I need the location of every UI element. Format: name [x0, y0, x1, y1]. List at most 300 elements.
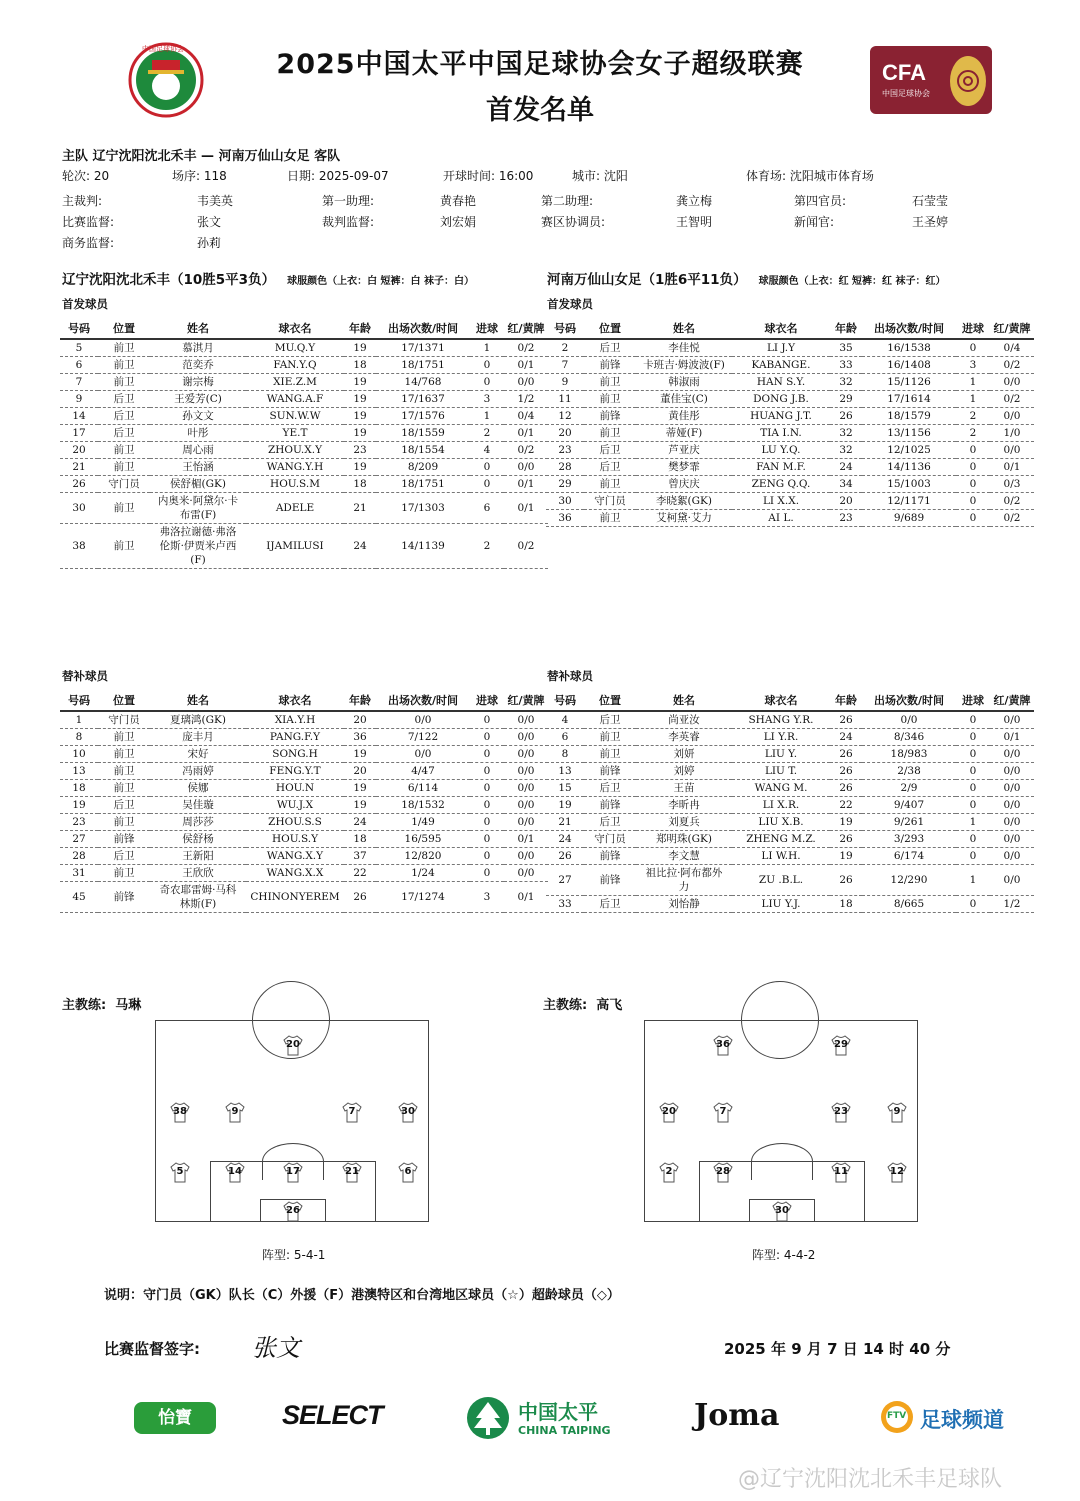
official-name: 黄春艳: [440, 194, 477, 208]
shirt-number: 9: [231, 1106, 239, 1117]
official-name: 石莹莹: [912, 194, 949, 208]
player-number: 33: [546, 896, 584, 913]
player-appearances: 6/174: [862, 848, 956, 865]
player-position: 前卫: [98, 459, 150, 476]
player-shirt-icon: [830, 1034, 852, 1056]
player-position: 后卫: [584, 442, 636, 459]
player-shirt-icon: [712, 1101, 734, 1123]
table-row: [546, 848, 1034, 865]
player-appearances: 7/122: [376, 729, 470, 746]
player-age: 26: [830, 763, 862, 780]
official-label: 主裁判:: [62, 194, 103, 208]
player-age: 18: [830, 896, 862, 913]
player-cards: 0/0: [990, 408, 1034, 425]
player-number: 17: [60, 425, 98, 442]
column-header: 位置: [98, 318, 150, 339]
player-position: 前卫: [98, 746, 150, 763]
player-appearances: 16/1408: [862, 357, 956, 374]
table-row: [60, 729, 548, 746]
table-row: [60, 848, 548, 865]
player-appearances: 17/1637: [376, 391, 470, 408]
player-age: 19: [344, 374, 376, 391]
player-appearances: 18/1554: [376, 442, 470, 459]
player-shirt-name: WANG.X.Y: [246, 848, 344, 865]
player-appearances: 17/1274: [376, 882, 470, 913]
player-age: 18: [344, 476, 376, 493]
official-label: 商务监督:: [62, 236, 115, 250]
player-position: 后卫: [584, 814, 636, 831]
player-shirt-name: TIA I.N.: [732, 425, 830, 442]
table-header-row: [546, 318, 1034, 339]
player-position: 前卫: [98, 442, 150, 459]
watermark: @辽宁沈阳沈北禾丰足球队: [738, 1467, 1003, 1492]
player-number: 8: [546, 746, 584, 763]
player-cards: 0/0: [504, 814, 548, 831]
player-shirt-name: XIA.Y.H: [246, 711, 344, 729]
player-appearances: 0/0: [376, 746, 470, 763]
player-cards: 0/0: [990, 848, 1034, 865]
player-cards: 1/2: [504, 391, 548, 408]
home-starters-table: [60, 318, 548, 569]
player-cards: 0/0: [504, 711, 548, 729]
player-number: 18: [60, 780, 98, 797]
player-shirt-name: HOU.S.M: [246, 476, 344, 493]
match-date: 日期: 2025-09-07: [287, 169, 389, 183]
player-age: 19: [344, 780, 376, 797]
player-shirt-name: PANG.F.Y: [246, 729, 344, 746]
player-goals: 6: [470, 493, 504, 524]
player-shirt-name: IJAMILUSI: [246, 524, 344, 569]
player-number: 26: [60, 476, 98, 493]
player-age: 19: [344, 408, 376, 425]
coach-label: 主教练:: [543, 998, 588, 1013]
coach-label: 主教练:: [62, 998, 107, 1013]
player-age: 35: [830, 339, 862, 357]
player-position: 前卫: [584, 391, 636, 408]
table-row: [60, 425, 548, 442]
shirt-number: 26: [286, 1205, 300, 1216]
player-number: 7: [546, 357, 584, 374]
player-name: 董佳宝(C): [636, 391, 732, 408]
player-name: 刘婷: [636, 763, 732, 780]
shirt-number: 2: [665, 1166, 673, 1177]
player-shirt-icon: [397, 1101, 419, 1123]
player-position: 前卫: [98, 729, 150, 746]
player-appearances: 18/983: [862, 746, 956, 763]
away-kit-colors: 球服颜色（上衣：红 短裤：红 袜子：红）: [758, 276, 946, 287]
official-label: 第四官员:: [794, 194, 847, 208]
player-appearances: 17/1371: [376, 339, 470, 357]
table-row: [60, 459, 548, 476]
official-label: 赛区协调员:: [541, 215, 606, 229]
player-position: 守门员: [584, 493, 636, 510]
player-shirt-name: ZU .B.L.: [732, 865, 830, 896]
player-appearances: 2/9: [862, 780, 956, 797]
player-appearances: 0/0: [376, 711, 470, 729]
player-position: 前卫: [584, 729, 636, 746]
player-number: 21: [60, 459, 98, 476]
player-name: 祖比拉·阿布都外力: [636, 865, 732, 896]
column-header: 进球: [470, 690, 504, 711]
player-shirt-name: CHINONYEREM: [246, 882, 344, 913]
player-cards: 0/2: [504, 442, 548, 459]
player-name: 蒂娅(F): [636, 425, 732, 442]
table-row: [546, 408, 1034, 425]
player-cards: 0/0: [504, 780, 548, 797]
player-cards: 0/0: [990, 780, 1034, 797]
column-header: 红/黄牌: [990, 690, 1034, 711]
player-appearances: 2/38: [862, 763, 956, 780]
player-number: 28: [60, 848, 98, 865]
player-cards: 0/0: [990, 797, 1034, 814]
player-shirt-icon: [224, 1161, 246, 1183]
shirt-number: 7: [719, 1106, 727, 1117]
player-age: 21: [344, 493, 376, 524]
official-label: 新闻官:: [794, 215, 835, 229]
sponsor-cbest: 怡寶: [134, 1402, 216, 1434]
player-appearances: 13/1156: [862, 425, 956, 442]
player-shirt-name: KABANGE.: [732, 357, 830, 374]
player-shirt-name: SONG.H: [246, 746, 344, 763]
player-age: 23: [344, 442, 376, 459]
player-position: 前锋: [98, 831, 150, 848]
player-name: 夏璃鸿(GK): [150, 711, 246, 729]
sponsor-select: SELECT: [282, 1400, 383, 1430]
column-header: 球衣名: [246, 318, 344, 339]
player-position: 前锋: [584, 357, 636, 374]
table-row: [60, 797, 548, 814]
player-shirt-name: HAN S.Y.: [732, 374, 830, 391]
player-shirt-name: LIU X.B.: [732, 814, 830, 831]
player-goals: 0: [470, 746, 504, 763]
table-row: [60, 391, 548, 408]
player-number: 14: [60, 408, 98, 425]
table-row: [546, 896, 1034, 913]
player-position: 前卫: [584, 425, 636, 442]
shirt-number: 21: [345, 1166, 359, 1177]
player-cards: 0/1: [504, 493, 548, 524]
player-shirt-name: LI J.Y: [732, 339, 830, 357]
shirt-number: 12: [890, 1166, 904, 1177]
player-position: 前卫: [584, 476, 636, 493]
player-cards: 0/2: [990, 391, 1034, 408]
player-position: 前锋: [584, 763, 636, 780]
player-goals: 0: [956, 797, 990, 814]
player-name: 韩淑雨: [636, 374, 732, 391]
player-appearances: 9/407: [862, 797, 956, 814]
player-appearances: 15/1003: [862, 476, 956, 493]
table-row: [546, 746, 1034, 763]
column-header: 号码: [60, 690, 98, 711]
official-label: 裁判监督:: [322, 215, 375, 229]
player-age: 26: [830, 831, 862, 848]
player-cards: 0/0: [504, 797, 548, 814]
player-number: 6: [546, 729, 584, 746]
player-age: 26: [830, 408, 862, 425]
player-age: 19: [344, 391, 376, 408]
shirt-number: 7: [348, 1106, 356, 1117]
player-goals: 0: [470, 865, 504, 882]
player-appearances: 4/47: [376, 763, 470, 780]
player-name: 王怡涵: [150, 459, 246, 476]
player-goals: 4: [470, 442, 504, 459]
player-number: 8: [60, 729, 98, 746]
player-appearances: 8/346: [862, 729, 956, 746]
player-number: 45: [60, 882, 98, 913]
player-age: 18: [344, 357, 376, 374]
player-name: 冯雨婷: [150, 763, 246, 780]
player-age: 26: [830, 711, 862, 729]
player-appearances: 3/293: [862, 831, 956, 848]
player-cards: 0/4: [504, 408, 548, 425]
player-position: 守门员: [98, 711, 150, 729]
player-goals: 1: [956, 814, 990, 831]
player-age: 34: [830, 476, 862, 493]
table-row: [60, 780, 548, 797]
player-number: 27: [546, 865, 584, 896]
player-appearances: 8/665: [862, 896, 956, 913]
player-name: 芦亚庆: [636, 442, 732, 459]
player-cards: 0/2: [990, 493, 1034, 510]
player-name: 宋好: [150, 746, 246, 763]
away-starters-label: 首发球员: [547, 297, 593, 311]
player-position: 前锋: [584, 865, 636, 896]
player-cards: 0/1: [990, 729, 1034, 746]
official-label: 第一助理:: [322, 194, 375, 208]
player-name: 奇农耶雷姆·马科林斯(F): [150, 882, 246, 913]
player-shirt-icon: [397, 1161, 419, 1183]
player-shirt-name: ZHOU.S.S: [246, 814, 344, 831]
player-cards: 0/0: [990, 374, 1034, 391]
shirt-number: 14: [228, 1166, 242, 1177]
player-goals: 0: [956, 780, 990, 797]
player-goals: 0: [470, 711, 504, 729]
table-row: [60, 476, 548, 493]
column-header: 红/黄牌: [504, 690, 548, 711]
player-goals: 2: [956, 425, 990, 442]
player-appearances: 12/290: [862, 865, 956, 896]
player-number: 9: [546, 374, 584, 391]
player-number: 10: [60, 746, 98, 763]
player-shirt-name: LIU Y.J.: [732, 896, 830, 913]
player-appearances: 9/689: [862, 510, 956, 527]
player-number: 5: [60, 339, 98, 357]
player-number: 23: [60, 814, 98, 831]
player-name: 慕淇月: [150, 339, 246, 357]
player-number: 20: [60, 442, 98, 459]
player-shirt-name: LI X.X.: [732, 493, 830, 510]
player-shirt-name: LI Y.R.: [732, 729, 830, 746]
table-row: [546, 374, 1034, 391]
player-name: 李英睿: [636, 729, 732, 746]
player-shirt-icon: [830, 1161, 852, 1183]
player-cards: 0/1: [504, 357, 548, 374]
player-age: 19: [830, 848, 862, 865]
cfa-emblem-text: 中国足球协会: [142, 45, 184, 53]
player-shirt-icon: [341, 1161, 363, 1183]
official-name: 龚立梅: [676, 194, 713, 208]
player-number: 23: [546, 442, 584, 459]
player-age: 33: [830, 357, 862, 374]
table-row: [546, 797, 1034, 814]
player-age: 19: [344, 797, 376, 814]
player-goals: 3: [956, 357, 990, 374]
player-shirt-name: LI X.R.: [732, 797, 830, 814]
player-shirt-icon: [771, 1200, 793, 1222]
away-subs-label: 替补球员: [547, 669, 593, 683]
player-goals: 0: [470, 476, 504, 493]
player-shirt-name: HOU.N: [246, 780, 344, 797]
player-position: 前卫: [98, 357, 150, 374]
player-name: 李昕冉: [636, 797, 732, 814]
player-goals: 0: [956, 729, 990, 746]
column-header: 年龄: [344, 690, 376, 711]
player-cards: 1/0: [990, 425, 1034, 442]
shirt-number: 20: [662, 1106, 676, 1117]
column-header: 球衣名: [732, 318, 830, 339]
player-position: 前卫: [98, 814, 150, 831]
official-name: 韦美英: [197, 194, 234, 208]
player-appearances: 18/1751: [376, 357, 470, 374]
player-cards: 0/0: [990, 814, 1034, 831]
player-position: 前卫: [584, 374, 636, 391]
player-age: 19: [344, 425, 376, 442]
player-cards: 0/4: [990, 339, 1034, 357]
player-shirt-icon: [282, 1161, 304, 1183]
column-header: 红/黄牌: [990, 318, 1034, 339]
player-age: 19: [344, 339, 376, 357]
player-appearances: 17/1614: [862, 391, 956, 408]
shirt-number: 30: [775, 1205, 789, 1216]
column-header: 出场次数/时间: [376, 690, 470, 711]
match-line: 主队 辽宁沈阳沈北禾丰 — 河南万仙山女足 客队: [62, 149, 341, 164]
home-subs-table: [60, 690, 548, 913]
player-shirt-name: HOU.S.Y: [246, 831, 344, 848]
home-team-header: [62, 268, 474, 288]
player-appearances: 14/1136: [862, 459, 956, 476]
player-name: 樊梦霏: [636, 459, 732, 476]
player-shirt-icon: [712, 1161, 734, 1183]
player-shirt-name: MU.Q.Y: [246, 339, 344, 357]
player-position: 后卫: [98, 425, 150, 442]
coach-name: 马琳: [115, 998, 142, 1013]
player-name: 王爱芳(C): [150, 391, 246, 408]
table-row: [546, 425, 1034, 442]
table-header-row: [546, 690, 1034, 711]
player-shirt-name: LU Y.Q.: [732, 442, 830, 459]
away-formation-pitch: [644, 1020, 918, 1222]
cfa-badge-text: CFA: [882, 60, 926, 85]
player-cards: 0/1: [504, 882, 548, 913]
shirt-number: 38: [173, 1106, 187, 1117]
player-shirt-name: AI L.: [732, 510, 830, 527]
player-cards: 0/0: [990, 711, 1034, 729]
player-goals: 0: [470, 357, 504, 374]
player-appearances: 18/1751: [376, 476, 470, 493]
table-row: [546, 729, 1034, 746]
player-shirt-name: LIU T.: [732, 763, 830, 780]
player-shirt-icon: [282, 1034, 304, 1056]
player-appearances: 18/1532: [376, 797, 470, 814]
player-cards: 0/2: [504, 339, 548, 357]
sponsor-joma: Joma: [694, 1398, 780, 1433]
player-goals: 1: [956, 391, 990, 408]
player-goals: 0: [470, 848, 504, 865]
shirt-number: 23: [834, 1106, 848, 1117]
player-name: 王苗: [636, 780, 732, 797]
player-position: 前卫: [584, 746, 636, 763]
player-goals: 0: [470, 780, 504, 797]
player-number: 31: [60, 865, 98, 882]
player-shirt-name: WANG.X.X: [246, 865, 344, 882]
player-position: 前卫: [98, 780, 150, 797]
player-number: 11: [546, 391, 584, 408]
player-shirt-name: WANG M.: [732, 780, 830, 797]
column-header: 号码: [60, 318, 98, 339]
table-row: [60, 493, 548, 524]
shirt-number: 11: [834, 1166, 848, 1177]
player-age: 20: [344, 711, 376, 729]
table-row: [546, 476, 1034, 493]
shirt-number: 5: [176, 1166, 184, 1177]
player-goals: 1: [956, 865, 990, 896]
home-subs-label: 替补球员: [62, 669, 108, 683]
home-team-name: 辽宁沈阳沈北禾丰（10胜5平3负）: [62, 272, 276, 288]
game-number: 场序: 118: [172, 169, 227, 183]
player-number: 15: [546, 780, 584, 797]
player-name: 刘妍: [636, 746, 732, 763]
column-header: 年龄: [830, 690, 862, 711]
player-position: 前锋: [584, 797, 636, 814]
table-row: [60, 357, 548, 374]
player-cards: 0/0: [990, 831, 1034, 848]
away-team-name: 河南万仙山女足（1胜6平11负）: [547, 272, 747, 288]
player-position: 前卫: [98, 339, 150, 357]
column-header: 球衣名: [246, 690, 344, 711]
table-row: [546, 510, 1034, 527]
player-shirt-name: WANG.A.F: [246, 391, 344, 408]
player-goals: 1: [470, 408, 504, 425]
player-goals: 0: [470, 374, 504, 391]
player-shirt-icon: [658, 1101, 680, 1123]
player-name: 侯舒杨: [150, 831, 246, 848]
column-header: 姓名: [150, 690, 246, 711]
player-number: 29: [546, 476, 584, 493]
player-goals: 0: [956, 476, 990, 493]
player-position: 前锋: [584, 408, 636, 425]
player-number: 20: [546, 425, 584, 442]
player-goals: 0: [956, 493, 990, 510]
player-goals: 0: [956, 763, 990, 780]
player-shirt-icon: [712, 1034, 734, 1056]
player-age: 26: [830, 746, 862, 763]
player-appearances: 18/1579: [862, 408, 956, 425]
column-header: 位置: [584, 318, 636, 339]
player-appearances: 9/261: [862, 814, 956, 831]
table-row: [546, 711, 1034, 729]
player-position: 后卫: [584, 459, 636, 476]
player-age: 19: [830, 814, 862, 831]
player-goals: 0: [956, 831, 990, 848]
player-number: 7: [60, 374, 98, 391]
player-name: 王欣欣: [150, 865, 246, 882]
player-position: 前卫: [584, 510, 636, 527]
player-age: 24: [344, 814, 376, 831]
column-header: 红/黄牌: [504, 318, 548, 339]
player-appearances: 1/24: [376, 865, 470, 882]
column-header: 姓名: [636, 318, 732, 339]
player-cards: 0/1: [990, 459, 1034, 476]
